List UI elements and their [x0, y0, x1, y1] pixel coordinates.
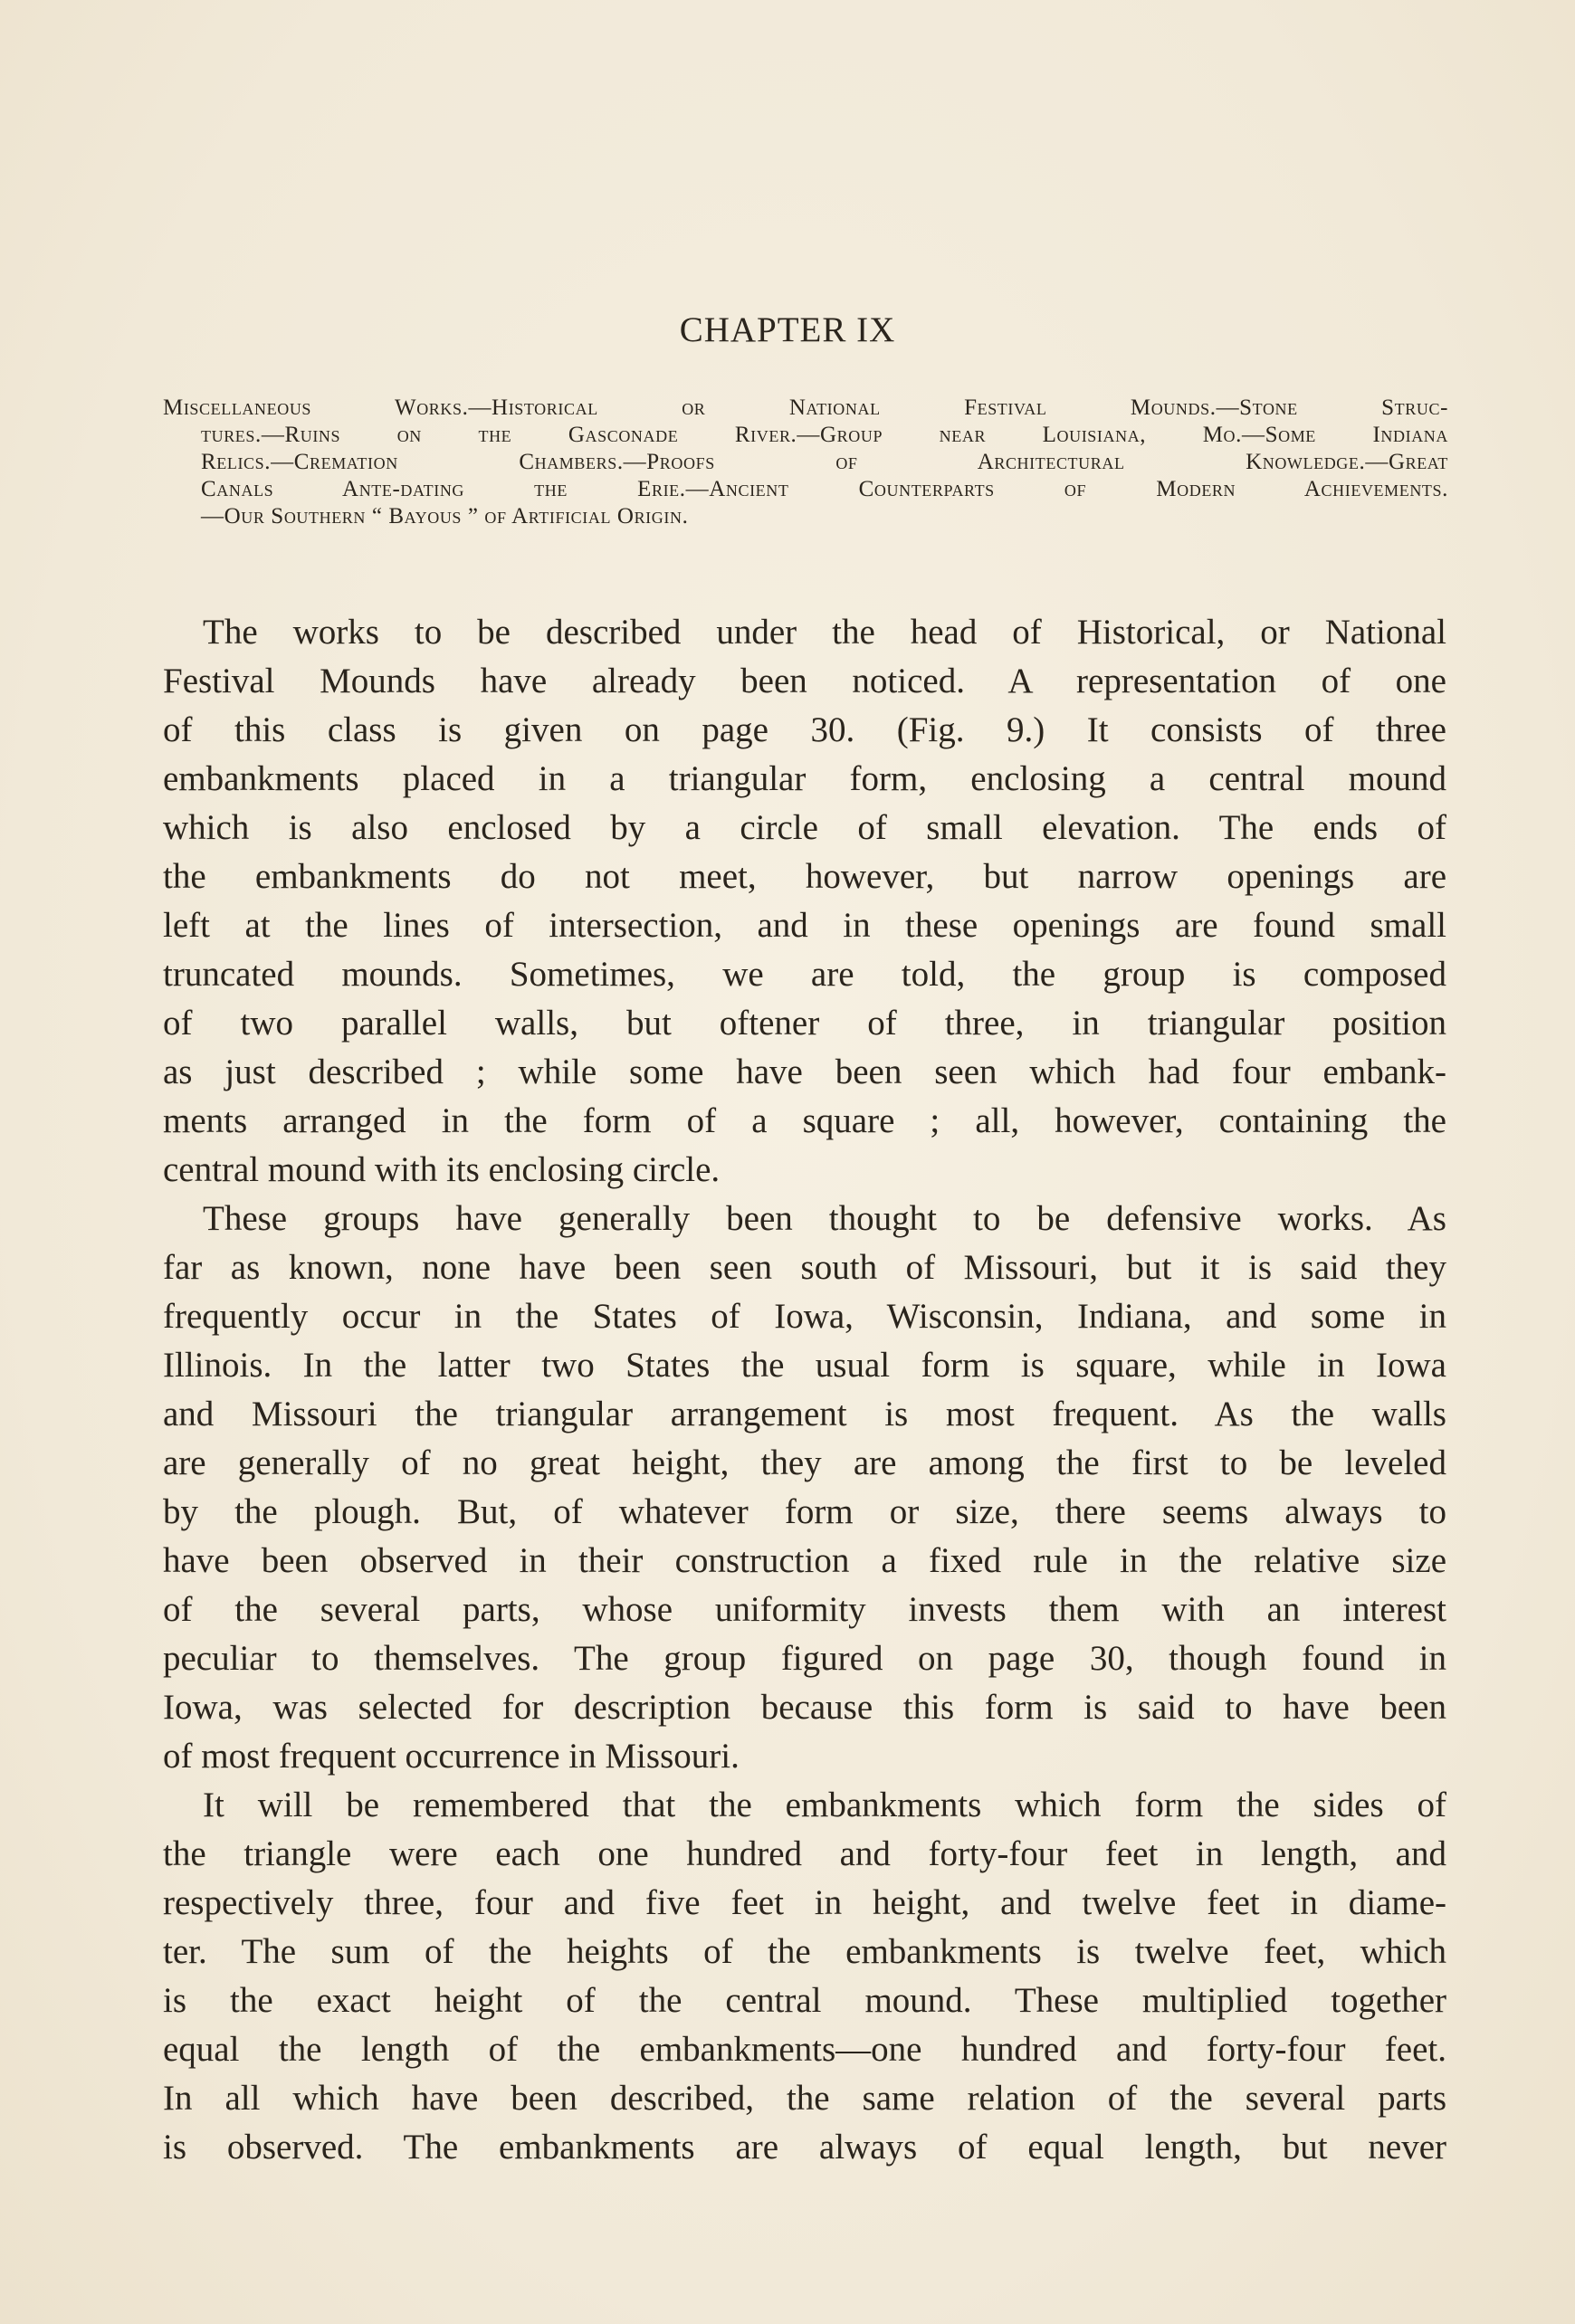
text-line: peculiar to themselves. The group figured on page 30, though found in: [163, 1639, 1446, 1678]
text-line: of two parallel walls, but oftener of three, in triangular position: [163, 1004, 1446, 1043]
text-line: the embankments do not meet, however, but narrow openings are: [163, 857, 1446, 896]
text-line: and Missouri the triangular arrangement is most frequent. As the walls: [163, 1395, 1446, 1433]
text-line: ments arranged in the form of a square ; all, however, containing the: [163, 1101, 1446, 1140]
text-line: by the plough. But, of whatever form or size, there seems always to: [163, 1492, 1446, 1531]
text-line: are generally of no great height, they are among the first to be leveled: [163, 1443, 1446, 1482]
text-line: of the several parts, whose uniformity invests them with an interest: [163, 1590, 1446, 1629]
summary-line: tures.—Ruins on the Gasconade River.—Group near Louisiana, Mo.—Some Indiana: [201, 423, 1448, 447]
text-line: Festival Mounds have already been noticed. A representation of one: [163, 662, 1446, 700]
summary-line: Miscellaneous Works.—Historical or National Festival Mounds.—Stone Struc-: [163, 395, 1448, 420]
text-line: The works to be described under the head of Historical, or National: [203, 613, 1446, 652]
text-line: as just described ; while some have been seen which had four embank-: [163, 1052, 1446, 1091]
body-text: [163, 608, 1446, 2172]
text-line: central mound with its enclosing circle.: [163, 1150, 721, 1189]
text-line: of most frequent occurrence in Missouri.: [163, 1737, 740, 1776]
text-line: of this class is given on page 30. (Fig. 9.) It consists of three: [163, 710, 1446, 749]
text-line: These groups have generally been thought to be defensive works. As: [203, 1199, 1446, 1238]
summary-line: —Our Southern “ Bayous ” of Artificial Origin.: [201, 504, 689, 529]
text-line: Illinois. In the latter two States the usual form is square, while in Iowa: [163, 1346, 1446, 1385]
text-line: the triangle were each one hundred and forty-four feet in length, and: [163, 1834, 1446, 1873]
chapter-summary: [163, 395, 1448, 530]
summary-line: Relics.—Cremation Chambers.—Proofs of Architectural Knowledge.—Great: [201, 450, 1448, 474]
text-line: which is also enclosed by a circle of small elevation. The ends of: [163, 808, 1446, 847]
text-line: Iowa, was selected for description because this form is said to have been: [163, 1688, 1446, 1727]
text-line: is the exact height of the central mound. These multiplied together: [163, 1981, 1446, 2020]
text-line: equal the length of the embankments—one hundred and forty-four feet.: [163, 2030, 1446, 2069]
text-line: embankments placed in a triangular form, enclosing a central mound: [163, 759, 1446, 798]
text-line: far as known, none have been seen south of Missouri, but it is said they: [163, 1248, 1446, 1287]
text-line: It will be remembered that the embankments which form the sides of: [203, 1786, 1446, 1824]
text-line: frequently occur in the States of Iowa, Wisconsin, Indiana, and some in: [163, 1297, 1446, 1336]
text-line: truncated mounds. Sometimes, we are told, the group is composed: [163, 955, 1446, 994]
text-line: left at the lines of intersection, and in these openings are found small: [163, 906, 1446, 945]
text-line: In all which have been described, the same relation of the several parts: [163, 2079, 1446, 2118]
summary-line: Canals Ante-dating the Erie.—Ancient Counterparts of Modern Achievements.: [201, 477, 1448, 501]
text-line: ter. The sum of the heights of the embankments is twelve feet, which: [163, 1932, 1446, 1971]
text-line: is observed. The embankments are always of equal length, but never: [163, 2128, 1446, 2167]
text-line: have been observed in their construction a fixed rule in the relative size: [163, 1541, 1446, 1580]
chapter-title: CHAPTER IX: [679, 310, 896, 349]
text-line: respectively three, four and five feet in height, and twelve feet in diame-: [163, 1883, 1446, 1922]
